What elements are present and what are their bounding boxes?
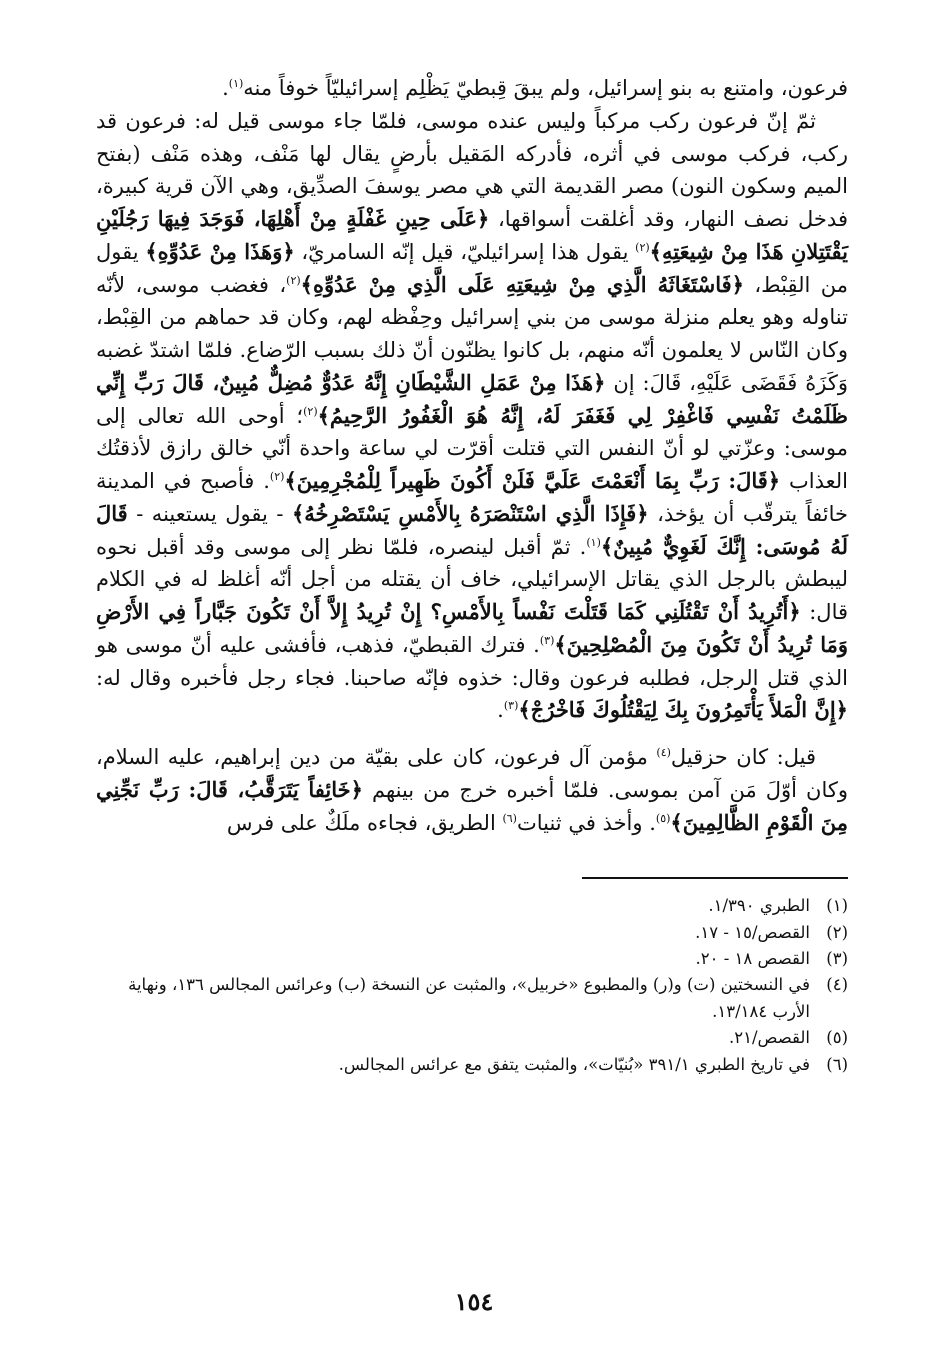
text-run: ؛ أوحى الله تعالى إلى موسى: وعزّتي لو أنّ النفس التي قتلت أقرّت لي ساعة واحدة أنّي خالق رازق لأذقتُك العذاب — [96, 403, 848, 493]
footnote-text: الطبري ١/٣٩٠. — [708, 896, 810, 916]
paragraph-3 — [96, 741, 848, 839]
footnote-number: (٣) — [826, 949, 848, 969]
footnote-number: (٥) — [826, 1028, 848, 1048]
text-run: . ثمّ أقبل لينصره، فلمّا نظر إلى موسى وقد أقبل نحوه ليبطش بالرجل الذي يقاتل الإسرائيلي، خاف أن يقتله من أجل أنّه أغلظ له في الكلام قال: — [96, 534, 849, 624]
main-text — [96, 72, 848, 839]
text-run: الطريق، فجاءه ملَكٌ على فرس — [226, 810, 503, 835]
quran-quote: ﴿قَالَ: رَبِّ بِمَا أَنْعَمْتَ عَلَيَّ فَلَنْ أَكُونَ ظَهِيراً لِلْمُجْرِمِينَ﴾ — [284, 468, 781, 493]
footnote-item — [96, 920, 848, 946]
footnote-text: في تاريخ الطبري ٣٩١/١ «بُنيّات»، والمثبت يتفق مع عرائس المجالس. — [338, 1054, 810, 1074]
quran-quote: قَالَ لَهُ مُوسَى: إِنَّكَ لَغَوِيٌّ مُبِينٌ﴾ — [96, 500, 848, 559]
footnote-item — [96, 1052, 848, 1078]
footnote-text: القصص/٢١. — [728, 1028, 810, 1048]
text-run: فرعون، وامتنع به بنو إسرائيل، ولم يبقَ قِبطيّ يَظْلِم إسرائيليّاً خوفاً منه — [243, 76, 848, 100]
footnote-number: (٤) — [826, 975, 848, 995]
quran-quote: ﴿عَلَى حِينِ غَفْلَةٍ مِنْ أَهْلِهَا، فَوَجَدَ فِيهَا رَجُلَيْنِ يَقْتَتِلانِ هَذَا مِنْ شِيعَتِهِ﴾ — [96, 206, 848, 264]
page-number: ١٥٤ — [454, 1287, 494, 1316]
footnote-marker: (١) — [586, 535, 601, 549]
quran-quote: ﴿خَائِفاً يَتَرَقَّبُ، قَالَ: رَبِّ نَجِّنِي مِنَ الْقَوْمِ الظَّالِمِينَ﴾ — [96, 776, 848, 835]
footnote-text: القصص/١٥ - ١٧. — [695, 922, 810, 942]
footnote-number: (٦) — [826, 1054, 848, 1074]
text-run: ثمّ إنّ فرعون ركب مركباً وليس عنده موسى، فلمّا جاء موسى قيل له: فرعون قد ركب، فركب موسى في أثره، فأدركه المَقيل بأرضٍ يقال لها مَنْف، وهذه مَنْف (بفتح الميم وسكون النون) مصر القديمة التي هي مصر يوسفَ الصدِّيق، وهي الآن قرية كبيرة، فدخل نصف النهار، وقد أغلقت أسواقها، — [96, 108, 848, 231]
text-run: - يقول يستعينه - — [127, 501, 292, 526]
text-run: يقول من القِبْط، — [96, 239, 848, 297]
text-run: ، فغضب موسى، لأنّه تناوله وهو يعلم منزلة موسى من بني إسرائيل وحِفْظه لهم، وكان قد حماهم من القِبْط، وكان النّاس لا يعلمون أنّه منهم، بل كانوا يظنّون أنّ ذلك بسبب الرّضاع. فلمّا اشتدّ غضبه وَكَزَهُ فَقَضَى عَلَيْهِ، قَالَ: إن — [96, 272, 848, 395]
footnote-item — [96, 946, 848, 972]
footnote-item — [96, 1025, 848, 1051]
quran-quote: ﴿فَإِذَا الَّذِي اسْتَنْصَرَهُ بِالأَمْسِ يَسْتَصْرِخُهُ﴾ — [291, 500, 649, 526]
footnote-text: القصص ١٨ - ٢٠. — [695, 949, 810, 969]
quran-quote: ﴿أَتُرِيدُ أَنْ تَقْتُلَنِي كَمَا قَتَلْتَ نَفْساً بِالأَمْسِ؟ إِنْ تُرِيدُ إِلاَّ أَنْ تَكُونَ جَبَّاراً فِي الأَرْضِ وَمَا تُرِيدُ أَنْ تَكُونَ مِنَ الْمُصْلِحِينَ﴾ — [96, 599, 849, 657]
footnote-marker: (١) — [228, 77, 244, 90]
paragraph-1 — [96, 72, 848, 105]
footnote-marker: (٢) — [286, 273, 301, 287]
paragraph-gap — [96, 727, 848, 741]
text-run: مؤمن آل فرعون، كان على بقيّة من دين إبراهيم، عليه السلام، وكان أوّلَ مَن آمن بموسى. فلمّا أخبره خرج من بينهم — [96, 745, 848, 802]
footnote-marker: (٥) — [655, 811, 671, 825]
text-run: قيل: كان حزقيل — [670, 745, 816, 769]
footnote-marker: (٣) — [503, 699, 519, 713]
quran-quote: ﴿هَذَا مِنْ عَمَلِ الشَّيْطَانِ إِنَّهُ عَدُوٌّ مُضِلٌّ مُبِينٌ، قَالَ رَبِّ إِنِّي ظَلَمْتُ نَفْسِي فَاغْفِرْ لِي فَغَفَرَ لَهُ، إِنَّهُ هُوَ الْغَفُورُ الرَّحِيمُ﴾ — [96, 369, 848, 428]
footnote-marker: (٦) — [502, 811, 517, 825]
footnotes — [96, 893, 848, 1078]
text-run: . — [497, 698, 504, 723]
footnote-marker: (٢) — [269, 470, 285, 483]
text-run: . فترك القبطيّ، فذهب، فأفشى عليه أنّ موسى هو الذي قتل الرجل، فطلبه فرعون وقال: خذوه فإنّه صاحبنا. فجاء رجل فأخبره وقال له: — [96, 632, 848, 690]
text-run: يقول هذا إسرائيليّ، قيل إنّه السامريّ، — [294, 239, 636, 264]
footnote-marker: (٢) — [635, 240, 650, 254]
text-run: . — [222, 76, 229, 100]
footnote-number: (٢) — [826, 922, 848, 942]
footnote-marker: (٤) — [656, 746, 671, 759]
footnote-marker: (٢) — [303, 404, 318, 418]
quran-quote: ﴿وَهَذَا مِنْ عَدُوِّهِ﴾ — [145, 238, 295, 264]
footnote-item — [96, 893, 848, 919]
footnote-separator — [582, 877, 848, 879]
paragraph-2 — [96, 105, 848, 727]
quran-quote: ﴿إِنَّ الْمَلأَ يَأْتَمِرُونَ بِكَ لِيَقْتُلُوكَ فَاخْرُجْ﴾ — [518, 697, 848, 723]
footnote-item — [96, 972, 848, 1025]
text-run: . فأصبح في المدينة خائفاً يترقّب أن يؤخذ، — [96, 469, 849, 526]
text-run: . وأخذ في ثنيات — [516, 810, 656, 835]
footnote-number: (١) — [826, 896, 848, 916]
quran-quote: ﴿فَاسْتَغَاثَهُ الَّذِي مِنْ شِيعَتِهِ عَلَى الَّذِي مِنْ عَدُوِّهِ﴾ — [300, 271, 744, 297]
footnote-text: في النسختين (ت) و(ر) والمطبوع «خربيل»، والمثبت عن النسخة (ب) وعرائس المجالس ١٣٦، ونهاية الأرب ١٣/١٨٤. — [128, 975, 810, 1021]
footnote-marker: (٣) — [539, 633, 555, 647]
